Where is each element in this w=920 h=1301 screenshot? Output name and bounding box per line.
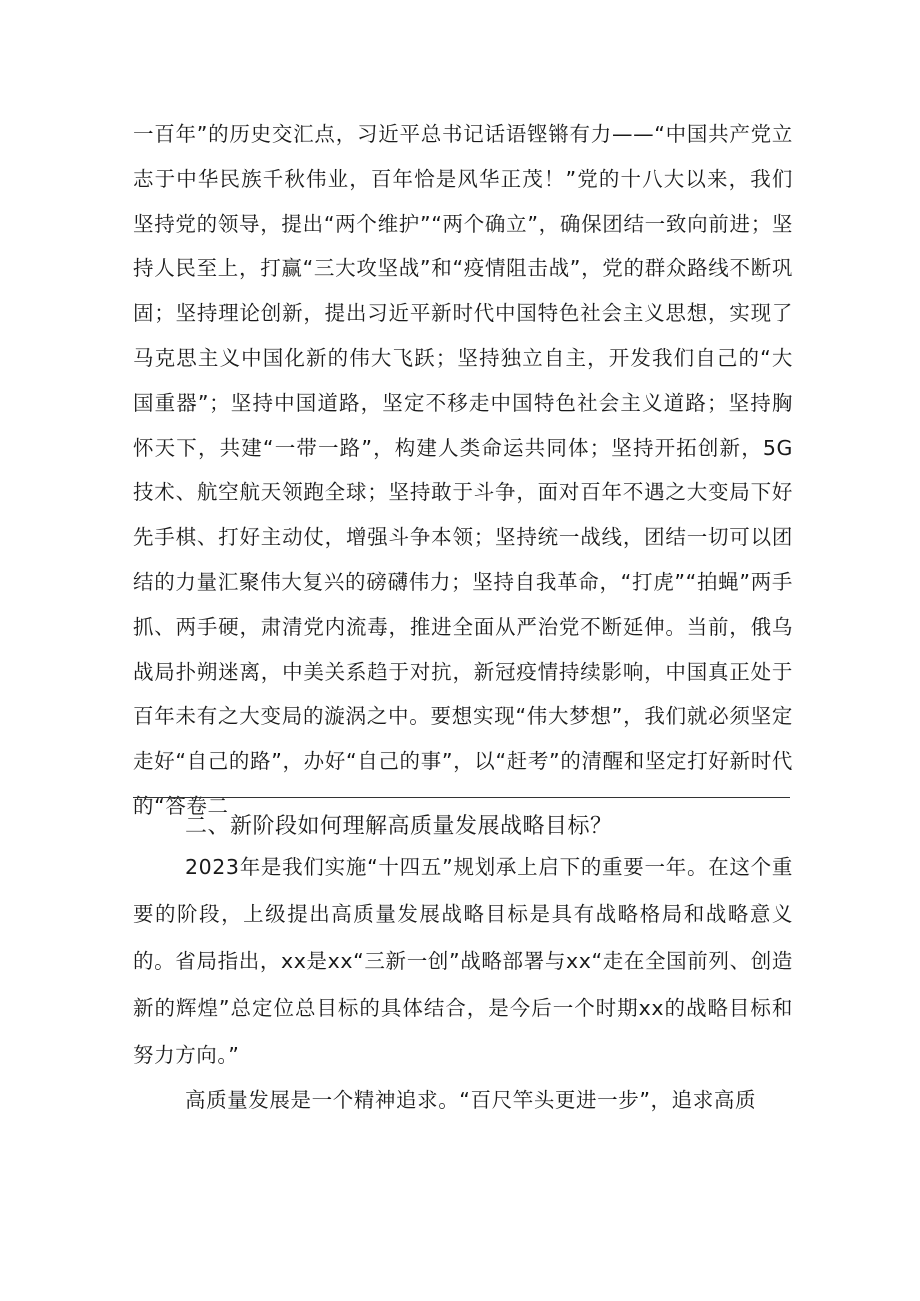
body-paragraph-last: 高质量发展是一个精神追求。“百尺竿头更进一步”，追求高质 [185,1088,757,1112]
body-paragraph-2023: 2023年是我们实施“十四五”规划承上启下的重要一年。在这个重要的阶段，上级提出高质量发展战略目标是具有战略格局和战略意义的。省局指出，xx是xx“三新一创”战略部署与xx“走在全国前列、创造新的辉煌”总定位总目标的具体结合，是今后一个时期xx的战略目标和努力方向。” [133,855,793,1067]
section-heading: 二、新阶段如何理解高质量发展战略目标？ [185,814,613,839]
body-paragraph-continued: 一百年”的历史交汇点，习近平总书记话语铿锵有力——“中国共产党立志于中华民族千秋伟业，百年恰是风华正茂！”党的十八大以来，我们坚持党的领导，提出“两个维护”“两个确立”，确保团结一致向前进；坚持人民至上，打赢“三大攻坚战”和“疫情阻击战”，党的群众路线不断巩固；坚持理论创新，提出习近平新时代中国特色社会主义思想，实现了马克思主义中国化新的伟大飞跃；坚持独立自主，开发我们自己的“大国重器”；坚持中国道路，坚定不移走中国特色社会主义道路；坚持胸怀天下，共建“一带一路”，构建人类命运共同体；坚持开拓创新，5G技术、航空航天领跑全球；坚持敢于斗争，面对百年不遇之大变局下好先手棋、打好主动仗，增强斗争本领；坚持统一战线，团结一切可以团结的力量汇聚伟大复兴的磅礴伟力；坚持自我革命，“打虎”“拍蝇”两手抓、两手硬，肃清党内流毒，推进全面从严治党不断延伸。当前，俄乌战局扑朔迷离，中美关系趋于对抗，新冠疫情持续影响，中国真正处于百年未有之大变局的漩涡之中。要想实现“伟大梦想”，我们就必须坚定走好“自己的路”，办好“自己的事”，以“赶考”的清醒和坚定打好新时代的“答卷二 [133,122,793,818]
page-divider [133,797,790,798]
